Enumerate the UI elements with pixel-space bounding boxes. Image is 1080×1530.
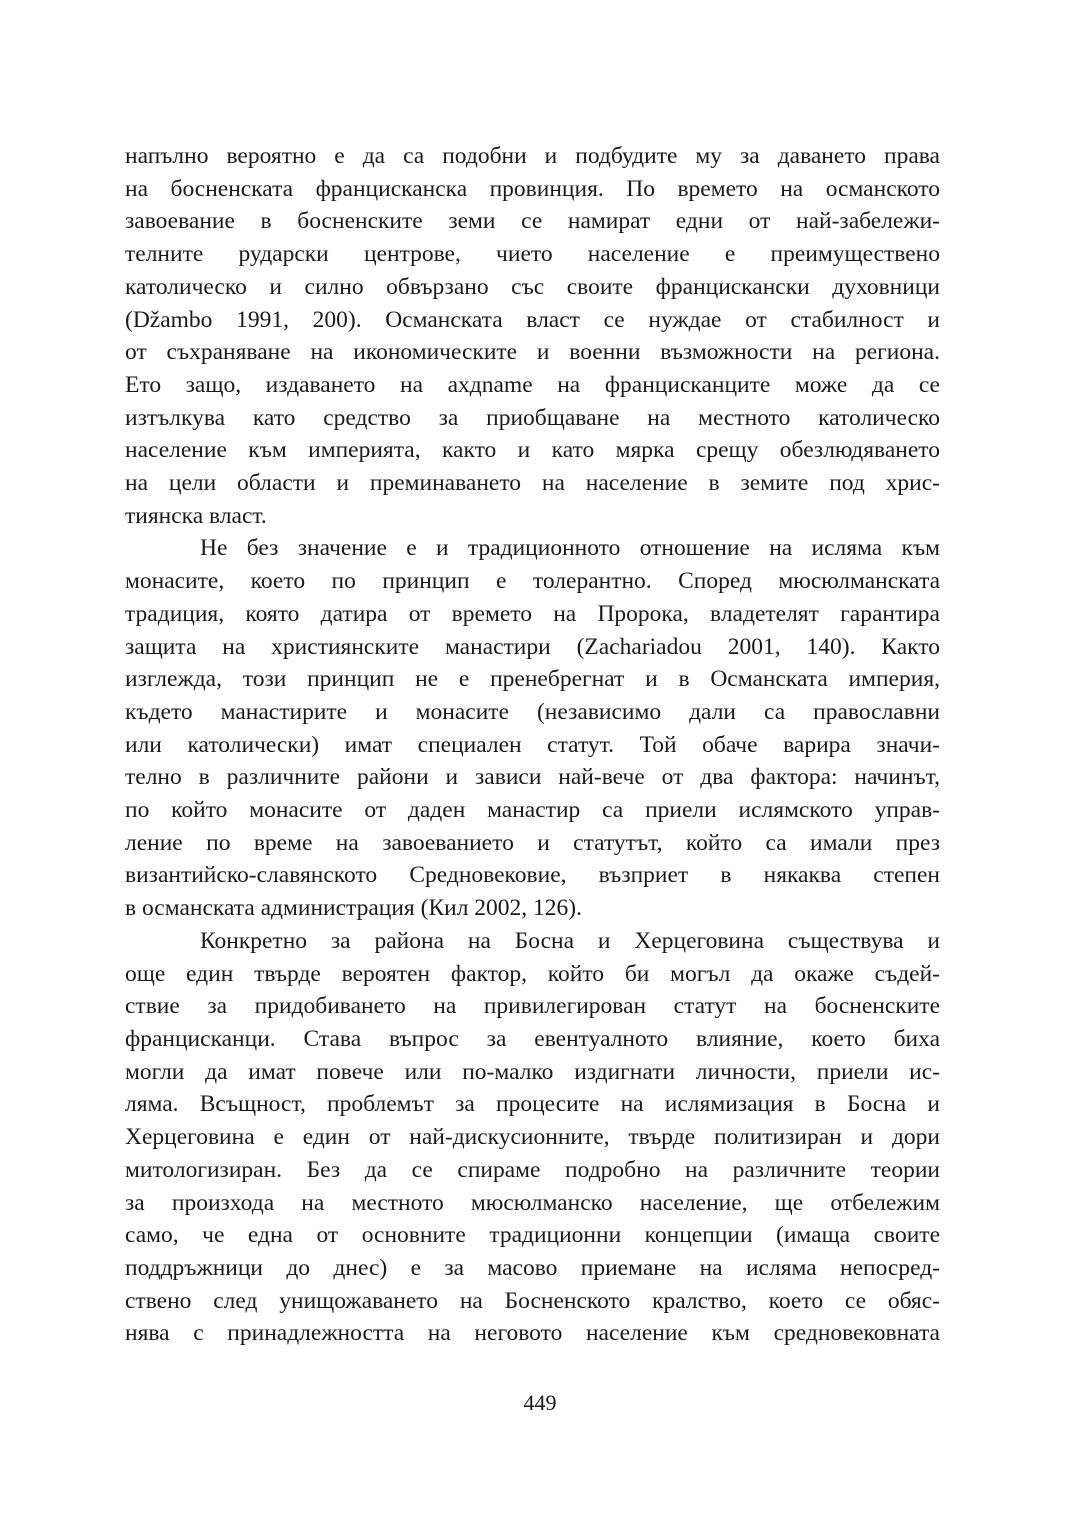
text-line: ствие за придобиването на привилегирован статут на босненските	[125, 993, 940, 1020]
text-line: в османската администрация (Кил 2002, 126).	[125, 895, 582, 922]
text-line: Конкретно за района на Босна и Херцеговина съществува и	[200, 927, 940, 954]
text-line: монасите, което по принцип е толерантно. Според мюсюлманската	[125, 568, 940, 595]
text-line: само, че една от основните традиционни концепции (имаща своите	[125, 1222, 940, 1249]
text-line: францисканци. Става въпрос за евентуалното влияние, което биха	[125, 1025, 940, 1052]
text-line: ление по време на завоеванието и статутът, който са имали през	[125, 829, 940, 856]
text-line: ляма. Всъщност, проблемът за процесите на ислямизация в Босна и	[125, 1091, 940, 1118]
text-line: още един твърде вероятен фактор, който би могъл да окаже съдей-	[125, 960, 940, 987]
text-line: изтълкува като средство за приобщаване на местното католическо	[125, 404, 940, 431]
text-line: завоевание в босненските земи се намират едни от най-забележи-	[125, 208, 940, 235]
page-number: 449	[523, 1390, 557, 1415]
text-line: население към империята, както и като мярка срещу обезлюдяването	[125, 437, 940, 464]
text-line: на босненската францисканска провинция. По времето на османското	[125, 175, 940, 202]
text-line: където манастирите и монасите (независимо дали са православни	[125, 698, 940, 725]
paragraphs	[125, 140, 940, 1350]
text-line: защита на християнските манастири (Zachariadou 2001, 140). Както	[125, 633, 940, 660]
text-line: византийско-славянското Средновековие, възприет в някаква степен	[125, 862, 940, 889]
text-line: на цели области и преминаването на население в земите под хрис-	[125, 470, 940, 497]
text-line: (Džambo 1991, 200). Османската власт се нуждае от стабилност и	[125, 306, 940, 333]
text-line: напълно вероятно е да са подобни и подбудите му за даването права	[125, 143, 940, 169]
paragraph	[125, 140, 940, 532]
text-line: телно в различните райони и зависи най-вече от два фактора: начинът,	[125, 764, 940, 791]
text-line: тиянска власт.	[125, 502, 267, 529]
text-line: митологизиран. Без да се спираме подробно на различните теории	[125, 1156, 940, 1183]
text-line: ствено след унищожаването на Босненското кралство, което се обяс-	[125, 1287, 940, 1314]
paragraph	[125, 925, 940, 1350]
text-line: нява с принадлежността на неговото население към средновековната	[125, 1320, 940, 1347]
text-line: изглежда, този принцип не е пренебрегнат и в Османската империя,	[125, 666, 940, 693]
text-line: Не без значение е и традиционното отношение на исляма към	[200, 535, 940, 562]
text-line: или католически) имат специален статут. Той обаче варира значи-	[125, 731, 940, 758]
text-line: поддръжници до днес) е за масово приемане на исляма непосред-	[125, 1254, 940, 1281]
text-line: телните рударски центрове, чието население е преимуществено	[125, 241, 940, 268]
body-text	[125, 140, 940, 1350]
text-line: по който монасите от даден манастир са приели ислямското управ-	[125, 797, 940, 824]
text-line: Херцеговина е един от най-дискусионните, твърде политизиран и дори	[125, 1124, 940, 1151]
text-line: могли да имат повече или по-малко издигнати личности, приели ис-	[125, 1058, 940, 1085]
text-line: от съхраняване на икономическите и военни възможности на региона.	[125, 339, 940, 366]
text-line: традиция, която датира от времето на Пророка, владетелят гарантира	[125, 600, 940, 627]
paragraph	[125, 532, 940, 924]
text-line: католическо и силно обвързано със своите францискански духовници	[125, 273, 940, 300]
text-line: за произхода на местното мюсюлманско население, ще отбележим	[125, 1189, 940, 1216]
text-line: Ето защо, издаването на ахдname на францисканците може да се	[125, 371, 940, 398]
